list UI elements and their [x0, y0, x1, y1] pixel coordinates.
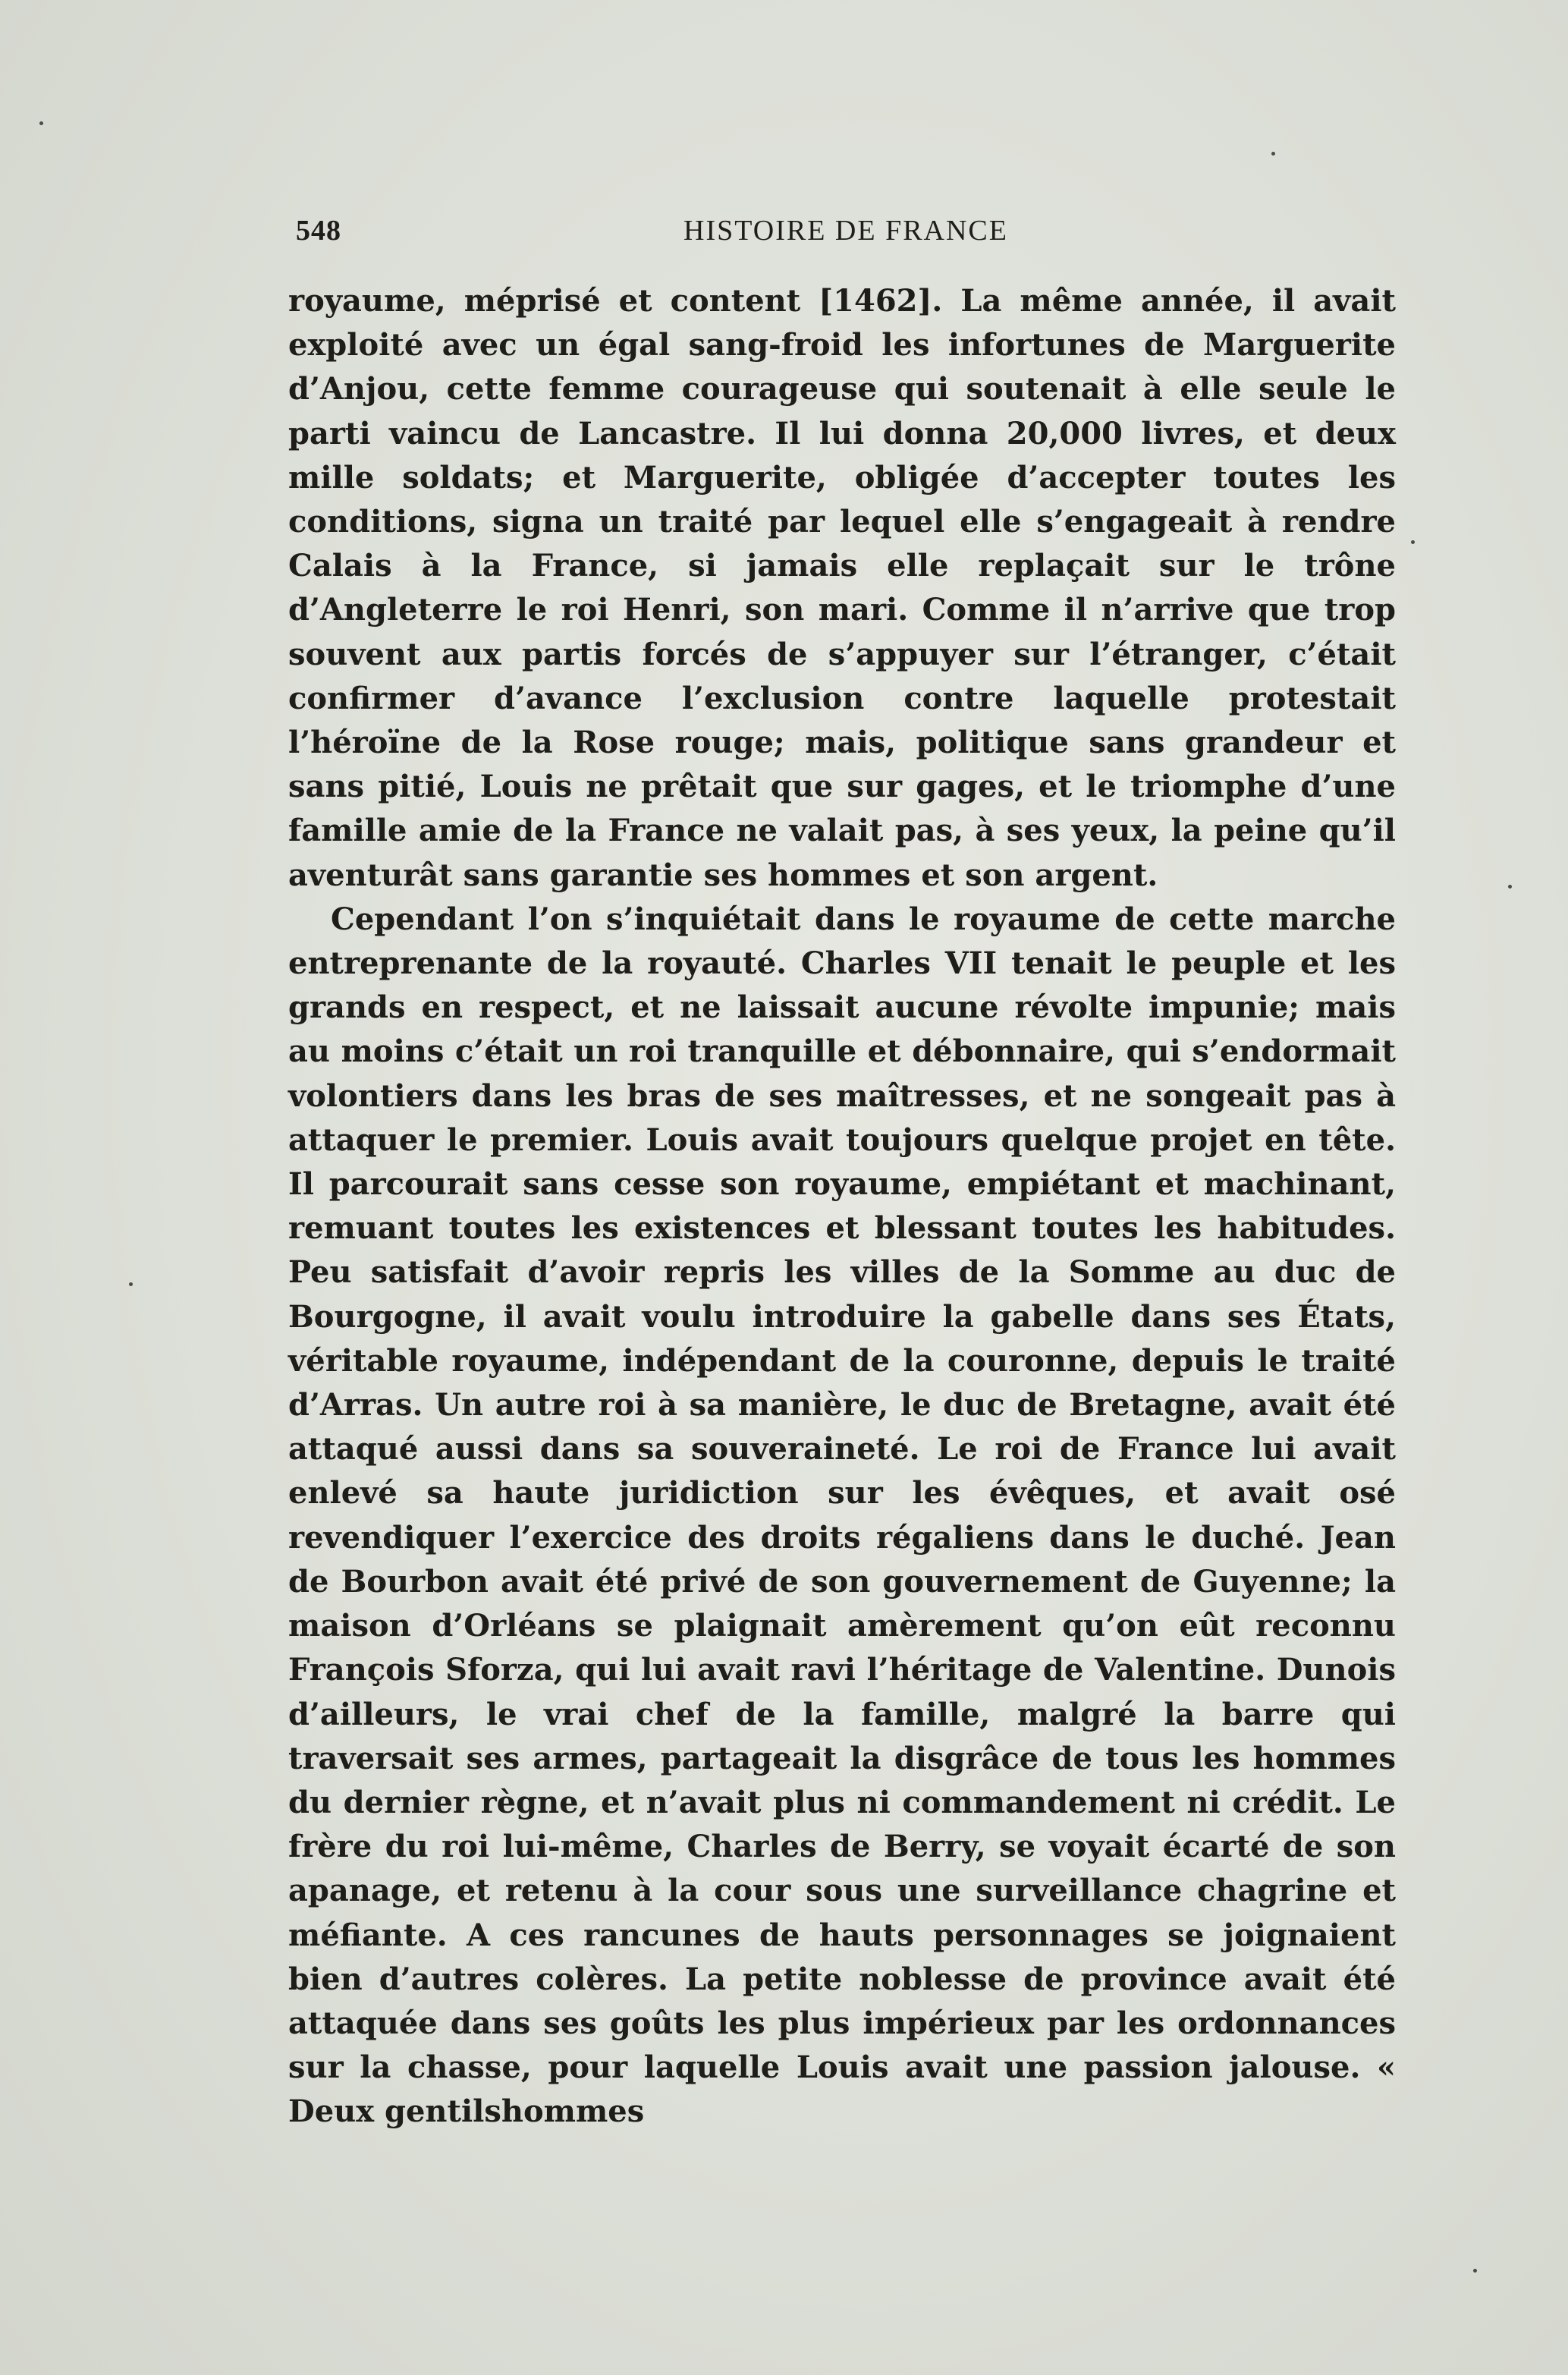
paper-speck [1508, 885, 1512, 889]
running-title: HISTOIRE DE FRANCE [683, 215, 1008, 247]
paper-speck [129, 1282, 133, 1286]
body-text [288, 279, 1396, 2134]
paragraph-2: Cependant l’on s’inquiétait dans le royaume de cette marche entreprenante de la royauté. Charles VII tenait le peuple et les grands en respect, et ne laissait aucune révolte impunie; mais au moins c’était un roi tranquille et débonnaire, qui s’endormait volontiers dans les bras de ses maîtresses, et ne songeait pas à attaquer le premier. Louis avait toujours quelque projet en tête. Il parcourait sans cesse son royaume, empiétant et machinant, remuant toutes les existences et blessant toutes les habitudes. Peu satisfait d’avoir repris les villes de la Somme au duc de Bourgogne, il avait voulu introduire la gabelle dans ses États, véritable royaume, indépendant de la couronne, depuis le traité d’Arras. Un autre roi à sa manière, le duc de Bretagne, avait été attaqué aussi dans sa souveraineté. Le roi de France lui avait enlevé sa haute juridiction sur les évêques, et avait osé revendiquer l’exercice des droits régaliens dans le duché. Jean de Bourbon avait été privé de son gouvernement de Guyenne; la maison d’Orléans se plaignait amèrement qu’on eût reconnu François Sforza, qui lui avait ravi l’héritage de Valentine. Dunois d’ailleurs, le vrai chef de la famille, malgré la barre qui traversait ses armes, partageait la disgrâce de tous les hommes du dernier règne, et n’avait plus ni commandement ni crédit. Le frère du roi lui-même, Charles de Berry, se voyait écarté de son apanage, et retenu à la cour sous une surveillance chagrine et méfiante. A ces rancunes de hauts personnages se joignaient bien d’autres colères. La petite noblesse de province avait été attaquée dans ses goûts les plus impérieux par les ordonnances sur la chasse, pour laquelle Louis avait une passion jalouse. « Deux gentilshommes [288, 901, 1396, 2130]
paper-speck [1411, 540, 1415, 544]
paper-speck [1473, 2269, 1477, 2273]
paper-speck [1271, 152, 1275, 156]
paper-speck [39, 121, 43, 125]
paragraph-1: royaume, méprisé et content [1462]. La même année, il avait exploité avec un égal sang-froid les infortunes de Marguerite d’Anjou, cette femme courageuse qui soutenait à elle seule le parti vaincu de Lancastre. Il lui donna 20,000 livres, et deux mille soldats; et Marguerite, obligée d’accepter toutes les conditions, signa un traité par lequel elle s’engageait à rendre Calais à la France, si jamais elle replaçait sur le trône d’Angleterre le roi Henri, son mari. Comme il n’arrive que trop souvent aux partis forcés de s’appuyer sur l’étranger, c’était confirmer d’avance l’exclusion contre laquelle protestait l’héroïne de la Rose rouge; mais, politique sans grandeur et sans pitié, Louis ne prêtait que sur gages, et le triomphe d’une famille amie de la France ne valait pas, à ses yeux, la peine qu’il aventurât sans garantie ses hommes et son argent. [288, 283, 1396, 893]
page-header [296, 205, 1396, 258]
page-number: 548 [296, 215, 341, 247]
